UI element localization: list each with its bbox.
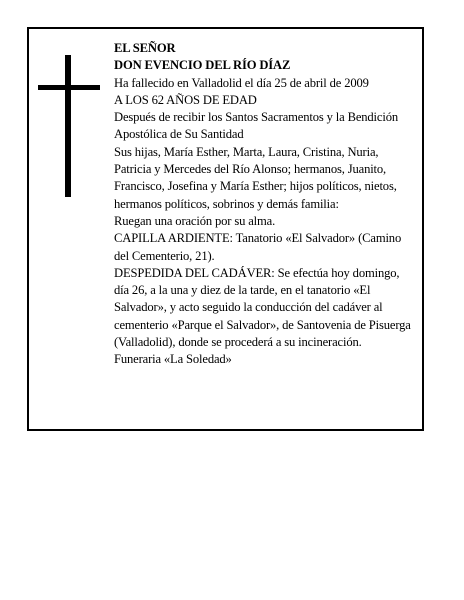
- deceased-name: DON EVENCIO DEL RÍO DÍAZ: [114, 58, 291, 73]
- chapel-info: CAPILLA ARDIENTE: Tanatorio «El Salvador» (Camino del Cementerio, 21).: [114, 231, 402, 263]
- death-announcement: Ha fallecido en Valladolid el día 25 de abril de 2009: [114, 75, 369, 90]
- funeral-home: Funeraria «La Soledad»: [114, 352, 232, 367]
- cross-horizontal-bar: [38, 85, 100, 90]
- age-line: A LOS 62 AÑOS DE EDAD: [114, 92, 257, 107]
- obituary-text: [114, 40, 414, 369]
- notice-title: EL SEÑOR: [114, 41, 176, 55]
- cross-icon: [38, 55, 100, 197]
- farewell-info: DESPEDIDA DEL CADÁVER: Se efectúa hoy domingo, día 26, a la una y diez de la tarde, en el tanatorio «El Salvador», y acto seguido la conducción del cadáver al cementerio «Parque el Salvador», de Santovenia de Pisuerga (Valladolid), donde se procederá a su incineración.: [114, 265, 411, 350]
- prayer-request: Ruegan una oración por su alma.: [114, 213, 276, 228]
- cross-vertical-bar: [65, 55, 71, 197]
- sacraments-line: Después de recibir los Santos Sacramentos y la Bendición Apostólica de Su Santidad: [114, 110, 398, 142]
- family-list: Sus hijas, María Esther, Marta, Laura, Cristina, Nuria, Patricia y Mercedes del Río Alonso; hermanos, Juanito, Francisco, Josefina y María Esther; hijos políticos, nietos, hermanos políticos, sobrinos y demás familia:: [114, 144, 397, 211]
